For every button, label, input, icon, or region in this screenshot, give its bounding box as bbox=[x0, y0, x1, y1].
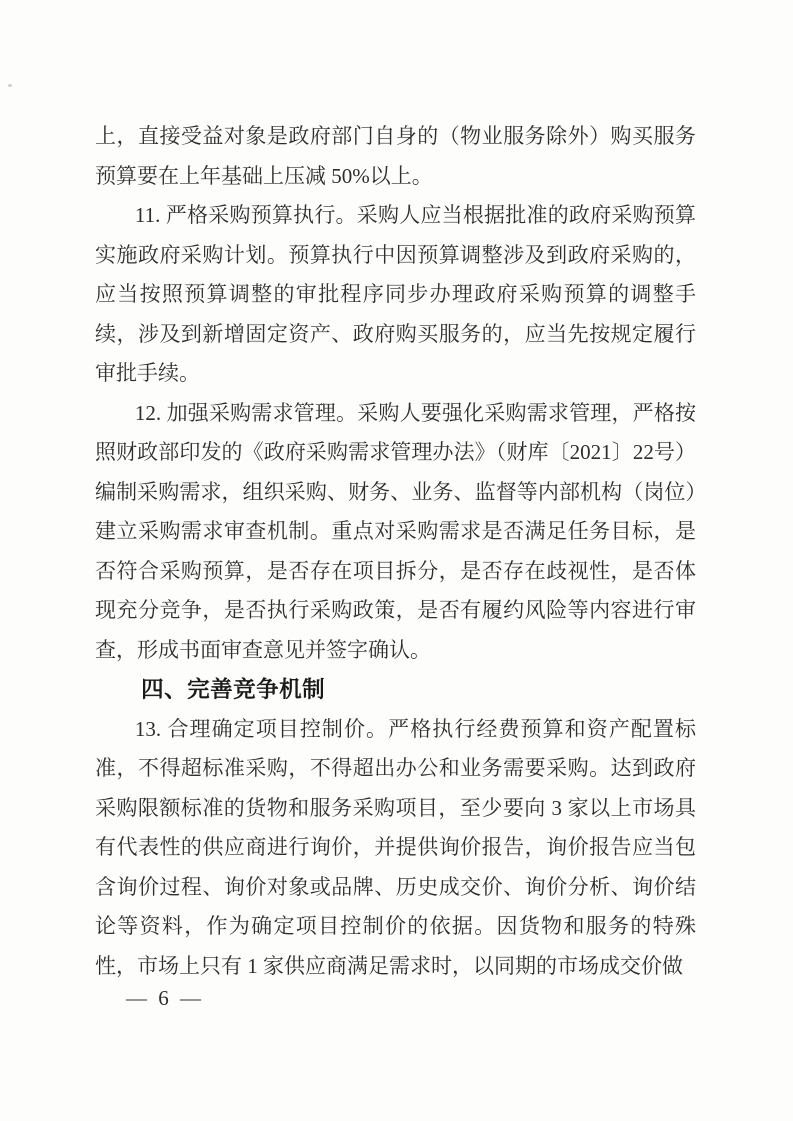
document-body bbox=[95, 117, 696, 986]
page-number: — 6 — bbox=[126, 986, 204, 1010]
paragraph-continuation: 上，直接受益对象是政府部门自身的（物业服务除外）购买服务预算要在上年基础上压减 50%以上。 bbox=[95, 124, 696, 188]
scan-artifact-speck bbox=[8, 84, 12, 87]
paragraph-item-12: 12. 加强采购需求管理。采购人要强化采购需求管理，严格按照财政部印发的《政府采购需求管理办法》（财库〔2021〕22号）编制采购需求，组织采购、财务、业务、监督等内部机构（岗位）建立采购需求审查机制。重点对采购需求是否满足任务目标，是否符合采购预算，是否存在项目拆分，是否存在歧视性，是否体现充分竞争，是否执行采购政策，是否有履约风险等内容进行审查，形成书面审查意见并签字确认。 bbox=[95, 400, 696, 662]
paragraph-item-11: 11. 严格采购预算执行。采购人应当根据批准的政府采购预算实施政府采购计划。预算执行中因预算调整涉及到政府采购的，应当按照预算调整的审批程序同步办理政府采购预算的调整手续，涉及到新增固定资产、政府购买服务的，应当先按规定履行审批手续。 bbox=[95, 203, 696, 385]
paragraph-item-13: 13. 合理确定项目控制价。严格执行经费预算和资产配置标准，不得超标准采购，不得超出办公和业务需要采购。达到政府采购限额标准的货物和服务采购项目，至少要向 3 家以上市场具有代表性的供应商进行询价，并提供询价报告，询价报告应当包含询价过程、询价对象或品牌、历史成交价、询价分析、询价结论等资料，作为确定项目控制价的依据。因货物和服务的特殊性，市场上只有 1 家供应商满足需求时，以同期的市场成交价做 bbox=[95, 716, 696, 978]
section-heading-4: 四、完善竞争机制 bbox=[141, 677, 326, 702]
